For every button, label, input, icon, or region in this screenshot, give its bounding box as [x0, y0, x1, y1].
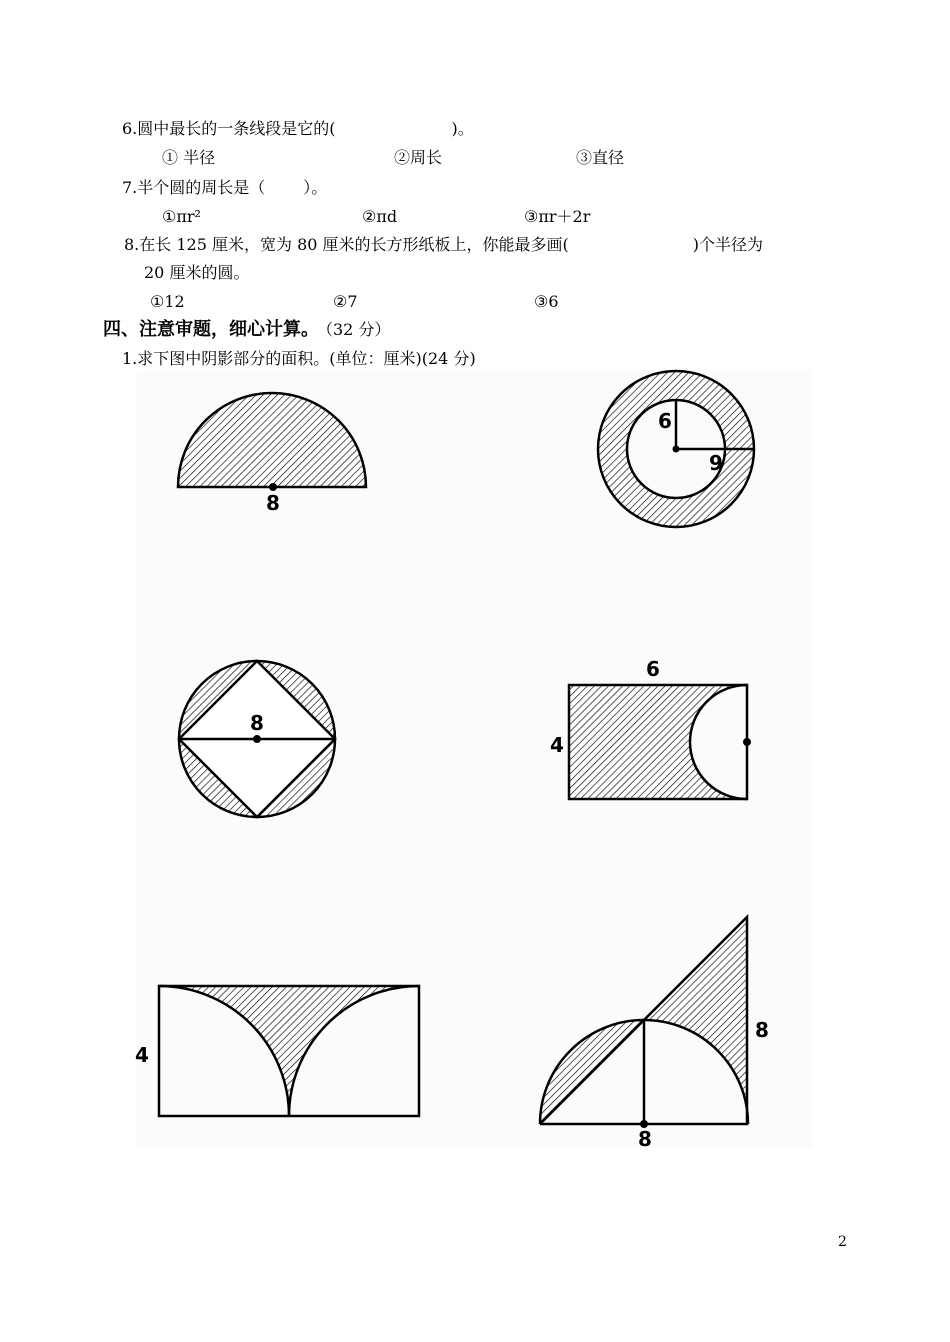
rect-semicircle-side-label: 4 [550, 733, 564, 757]
q8-option-2: ②7 [333, 292, 358, 311]
q7-option-1: ①πr² [162, 207, 201, 226]
q7-option-3: ③πr＋2r [524, 207, 591, 226]
q6-stem-end: )。 [451, 119, 474, 138]
section-4-score: （32 分） [325, 320, 391, 339]
q8-option-1: ①12 [150, 292, 185, 311]
figure-square-in-circle [179, 661, 335, 817]
q7-stem-text: 7.半个圆的周长是（ [122, 178, 266, 197]
page-number: 2 [838, 1234, 847, 1250]
q6-option-3: ③直径 [576, 148, 625, 167]
q4-1-text: 1.求下图中阴影部分的面积。(单位：厘米)(24 分) [122, 349, 476, 368]
rect-arcs-label: 4 [135, 1043, 149, 1067]
q6-stem-text: 6.圆中最长的一条线段是它的( [122, 119, 336, 138]
q7-option-2: ②πd [362, 207, 398, 226]
rect-semicircle-top-label: 6 [646, 657, 660, 681]
q8-stem-text: 8.在长 125 厘米，宽为 80 厘米的长方形纸板上，你能最多画( [124, 235, 569, 254]
figure-rect-arcs [159, 986, 419, 1116]
q8-option-3: ③6 [534, 292, 559, 311]
figure-ring [598, 371, 754, 527]
square-in-circle-label: 8 [250, 711, 264, 735]
q6-option-2: ②周长 [394, 148, 443, 167]
semicircle-label: 8 [266, 491, 280, 515]
ring-inner-label: 6 [658, 409, 672, 433]
figure-rect-semicircle [569, 685, 751, 799]
triangle-semicircle-side-label: 8 [755, 1018, 769, 1042]
q8-stem-line2: 20 厘米的圆。 [144, 263, 250, 282]
figure-triangle-semicircle [540, 917, 748, 1128]
q7-stem-end: ）。 [303, 178, 328, 197]
section-4-title: 四、注意审题，细心计算。 [103, 319, 319, 340]
figure-semicircle [178, 393, 366, 491]
q8-stem-end: )个半径为 [692, 235, 764, 254]
q6-option-1: ① 半径 [162, 148, 216, 167]
triangle-semicircle-base-label: 8 [638, 1127, 652, 1151]
ring-outer-label: 9 [709, 451, 723, 475]
